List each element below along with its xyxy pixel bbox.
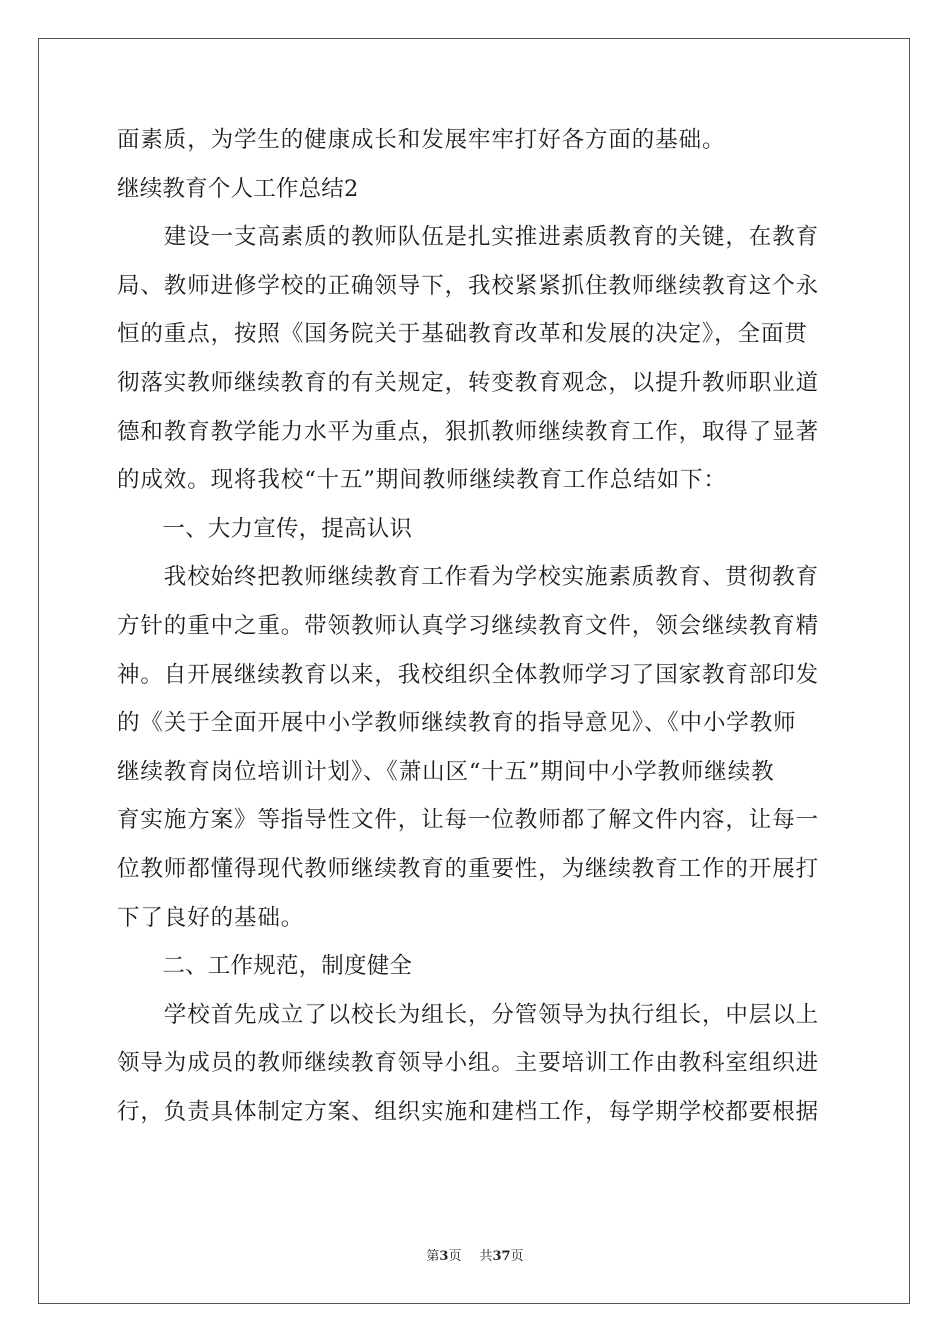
- paragraph-line: 建设一支高素质的教师队伍是扎实推进素质教育的关键，在教育: [117, 224, 820, 251]
- total-page-count: 37: [492, 1249, 511, 1264]
- paragraph-line: 行，负责具体制定方案、组织实施和建档工作，每学期学校都要根据: [117, 1098, 820, 1125]
- paragraph-line: 面素质，为学生的健康成长和发展牢牢打好各方面的基础。: [117, 127, 726, 153]
- page-footer: [0, 1248, 950, 1266]
- paragraph-line: 局、教师进修学校的正确领导下，我校紧紧抓住教师继续教育这个永: [117, 272, 820, 299]
- paragraph-line: 我校始终把教师继续教育工作看为学校实施素质教育、贯彻教育: [117, 564, 820, 591]
- total-suffix: 页: [510, 1249, 524, 1264]
- paragraph-line: 恒的重点，按照《国务院关于基础教育改革和发展的决定》，全面贯: [117, 321, 808, 348]
- paragraph-line: 的《关于全面开展中小学教师继续教育的指导意见》、《中小学教师: [117, 710, 797, 737]
- document-body: [117, 126, 833, 1146]
- paragraph-line: 彻落实教师继续教育的有关规定，转变教育观念，以提升教师职业道: [117, 369, 820, 396]
- paragraph-line: 下了良好的基础。: [117, 904, 305, 931]
- paragraph-line: 育实施方案》等指导性文件，让每一位教师都了解文件内容，让每一: [117, 807, 820, 834]
- paragraph-line: 德和教育教学能力水平为重点，狠抓教师继续教育工作，取得了显著: [117, 418, 820, 445]
- paragraph-line: 方针的重中之重。带领教师认真学习继续教育文件，领会继续教育精: [117, 612, 820, 639]
- total-prefix: 共: [479, 1249, 493, 1264]
- paragraph-line: 继续教育岗位培训计划》、《萧山区“十五”期间中小学教师继续教: [117, 758, 775, 785]
- page-suffix: 页: [448, 1249, 462, 1264]
- paragraph-line: 的成效。现将我校“十五”期间教师继续教育工作总结如下：: [117, 467, 727, 494]
- subsection-heading: 一、大力宣传，提高认识: [117, 515, 413, 542]
- subsection-heading: 二、工作规范，制度健全: [117, 953, 413, 980]
- section-title: 继续教育个人工作总结2: [117, 175, 359, 202]
- paragraph-line: 位教师都懂得现代教师继续教育的重要性，为继续教育工作的开展打: [117, 855, 820, 882]
- current-page-number: 3: [439, 1249, 449, 1264]
- paragraph-line: 学校首先成立了以校长为组长，分管领导为执行组长，中层以上: [117, 1001, 820, 1028]
- paragraph-line: 神。自开展继续教育以来，我校组织全体教师学习了国家教育部印发: [117, 661, 820, 688]
- page-prefix: 第: [426, 1249, 440, 1264]
- paragraph-line: 领导为成员的教师继续教育领导小组。主要培训工作由教科室组织进: [117, 1050, 820, 1077]
